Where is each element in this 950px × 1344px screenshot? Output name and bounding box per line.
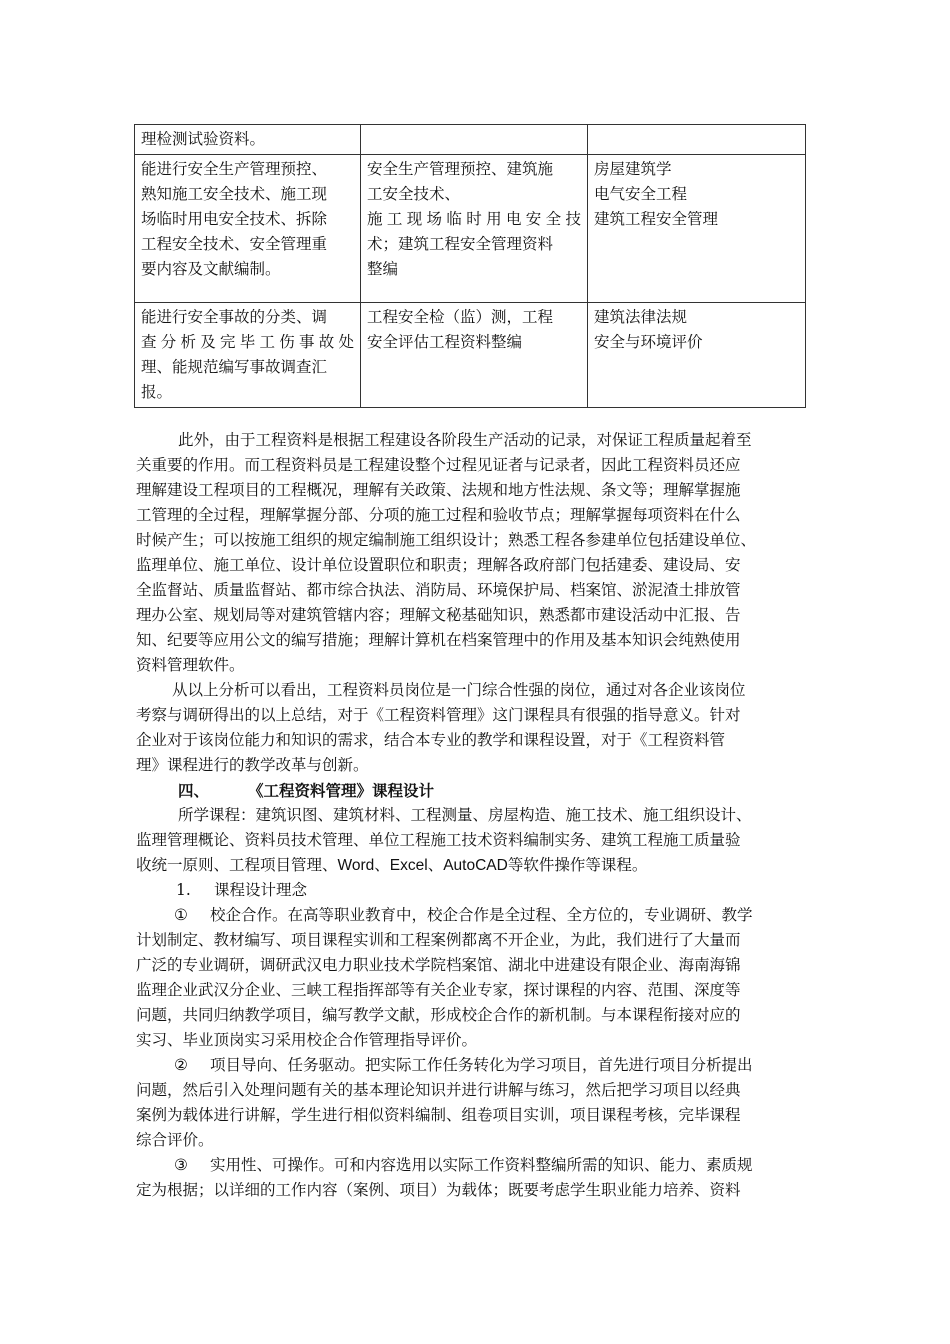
circled-number: ② xyxy=(174,1056,188,1074)
paragraph-analysis-summary: 从以上分析可以看出，工程资料员岗位是一门综合性强的岗位，通过对各企业该岗位 考察与调研得出的以上总结，对于《工程资料管理》这门课程具有很强的指导意义。针对 企业对于该岗位能力和知识的需求，结合本专业的教学和课程设置，对于《工程资料管 理》课程进行的教学改革与创新。 xyxy=(136,681,746,774)
table-row xyxy=(135,155,806,303)
table-row xyxy=(135,303,806,408)
table-cell: 工程安全检（监）测，工程 安全评估工程资料整编 xyxy=(361,303,588,408)
paragraph-engineering-data-clerk: 此外，由于工程资料是根据工程建设各阶段生产活动的记录，对保证工程质量起着至 关重要的作用。而工程资料员是工程建设整个过程见证者与记录者，因此工程资料员还应 理解建设工程项目的工程概况，理解有关政策、法规和地方性法规、条文等；理解掌握施 工管理的全过程，理解掌握分部、分项的施工过程和验收节点；理解掌握每项资料在什么 时候产生；可以按施工组织的规定编制施工组织设计；熟悉工程各参建单位包括建设单位、 监理单位、施工单位、设计单位设置职位和职责；理解各政府部门包括建委、建设局、安 全监督站、质量监督站、都市综合执法、消防局、环境保护局、档案馆、淤泥渣土排放管 理办公室、规划局等对建筑管辖内容；理解文秘基础知识，熟悉都市建设活动中汇报、告 知、纪要等应用公文的编写措施；理解计算机在档案管理中的作用及基本知识会纯熟使用 资料管理软件。 xyxy=(136,431,757,674)
paragraph-courses: 所学课程：建筑识图、建筑材料、工程测量、房屋构造、施工技术、施工组织设计、 监理管理概论、资料员技术管理、单位工程施工技术资料编制实务、建筑工程施工质量验 收统一原则、工程项目管理、Word、Excel、AutoCAD等软件操作等课程。 xyxy=(136,806,752,874)
table-cell: 房屋建筑学 电气安全工程 建筑工程安全管理 xyxy=(588,155,806,303)
item-school-enterprise: ① 校企合作。在高等职业教育中，校企合作是全过程、全方位的，专业调研、教学 计划制定、教材编写、项目课程实训和工程案例都离不开企业，为此，我们进行了大量而 广泛的专业调研，调研武汉电力职业技术学院档案馆、湖北中进建设有限企业、海南海锦 监理企业武汉分企业、三峡工程指挥部等有关企业专家，探讨课程的内容、范围、深度等 问题，共同归纳教学项目，编写教学文献，形成校企合作的新机制。与本课程衔接对应的 实习、毕业顶岗实习采用校企合作管理指导评价。 xyxy=(136,903,808,1053)
item-project-oriented: ② 项目导向、任务驱动。把实际工作任务转化为学习项目，首先进行项目分析提出 问题，然后引入处理问题有关的基本理论知识并进行讲解与练习，然后把学习项目以经典 案例为载体进行讲解，学生进行相似资料编制、组卷项目实训，项目课程考核，完毕课程 综合评价。 xyxy=(136,1053,808,1153)
table-row xyxy=(135,125,806,155)
heading-title: 《工程资料管理》课程设计 xyxy=(248,781,435,800)
subheading-title: 课程设计理念 xyxy=(214,881,308,899)
table-cell: 能进行安全事故的分类、调 查分析及完毕工伤事故处 理、能规范编写事故调查汇 报。 xyxy=(135,303,361,408)
subheading-number: 1. xyxy=(176,881,191,899)
table-cell: 能进行安全生产管理预控、 熟知施工安全技术、施工现 场临时用电安全技术、拆除 工程安全技术、安全管理重 要内容及文献编制。 xyxy=(135,155,361,303)
table-cell: 理检测试验资料。 xyxy=(135,125,361,155)
table-cell xyxy=(588,125,806,155)
table-cell: 安全生产管理预控、建筑施 工安全技术、 施工现场临时用电安全技 术；建筑工程安全管理资料 整编 xyxy=(361,155,588,303)
table-cell xyxy=(361,125,588,155)
competency-table xyxy=(134,124,806,408)
table-cell: 建筑法律法规 安全与环境评价 xyxy=(588,303,806,408)
section-heading-4 xyxy=(136,778,808,803)
heading-number: 四、 xyxy=(178,781,210,800)
circled-number: ③ xyxy=(174,1156,188,1174)
subheading-1 xyxy=(136,878,808,903)
item-practical: ③ 实用性、可操作。可和内容选用以实际工作资料整编所需的知识、能力、素质规 定为根据；以详细的工作内容（案例、项目）为载体；既要考虑学生职业能力培养、资料 xyxy=(136,1153,808,1203)
circled-number: ① xyxy=(174,906,188,924)
